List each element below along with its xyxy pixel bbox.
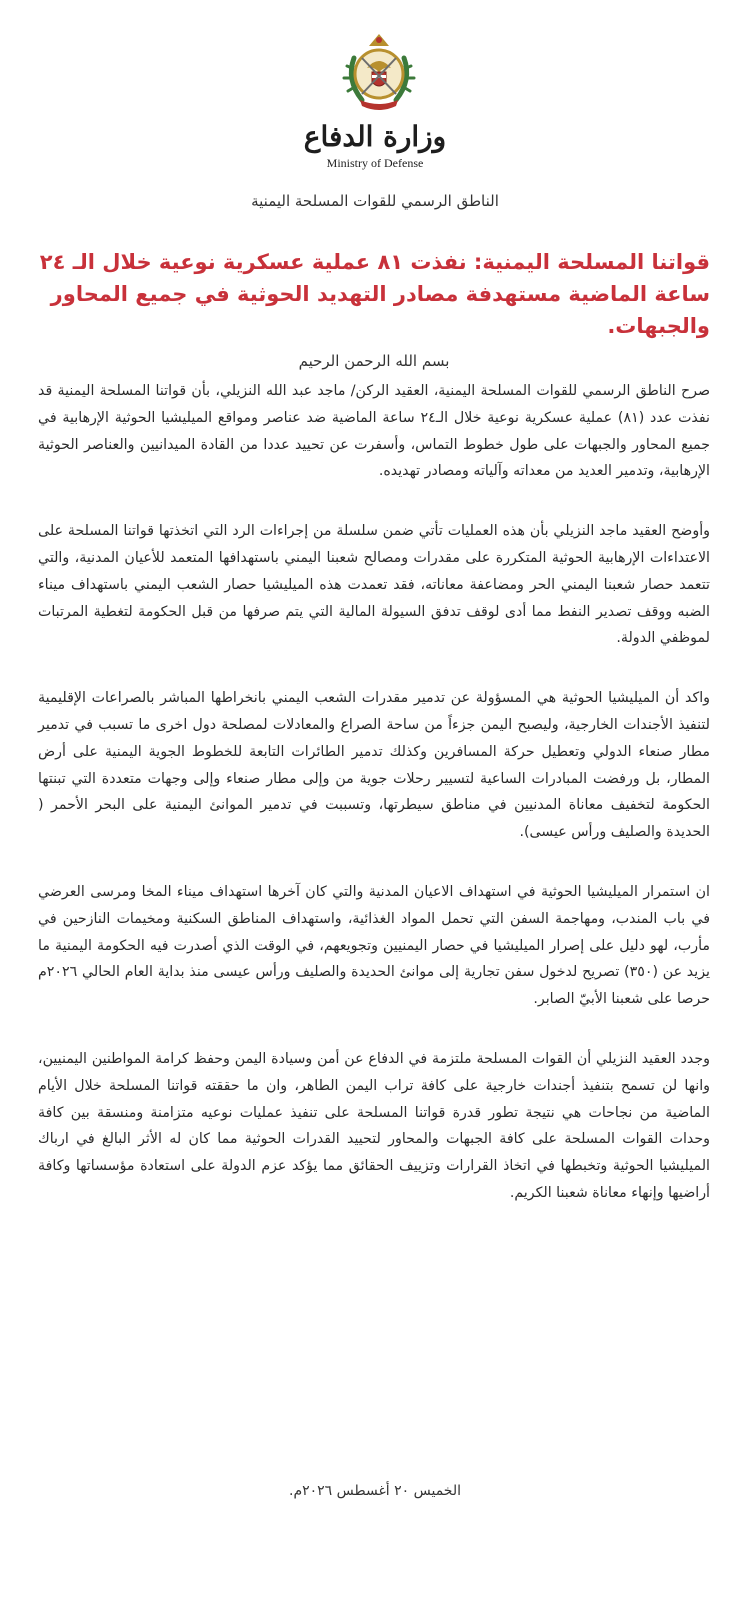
paragraph: واكد أن الميليشيا الحوثية هي المسؤولة عن تدمير مقدرات الشعب اليمني بانخراطها المباشر بالصراعات الإقليمية لتنفيذ الأجندات الخارجية، وليصبح اليمن جزءاً من ساحة الصراع والمعادلات لمصلحة دول اخرى ما تسبب في تدمير مطار صنعاء الدولي وتعطيل حركة المسافرين وكذلك تدمير الطائرات التابعة للخطوط الجوية اليمنية على أرض المطار، بل ورفضت المبادرات الساعية لتسيير رحلات جوية من وإلى مطار صنعاء وإلى وجهات متعددة التي تبنتها الحكومة لتخفيف معاناة المدنيين في مناطق سيطرتها، وتسببت في تدمير الموانئ اليمنية على البحر الأحمر ( الحديدة والصليف ورأس عيسى). <box>38 690 710 841</box>
ministry-name-english: Ministry of Defense <box>326 156 424 170</box>
paragraph: ان استمرار الميليشيا الحوثية في استهداف الاعيان المدنية والتي كان آخرها استهداف ميناء المخا ومرسى العرضي في باب المندب، ومهاجمة السفن التي تحمل المواد الغذائية، واستهداف المناطق السكنية ومخيمات النازحين في مأرب، لهو دليل على إصرار الميليشيا في حصار اليمنيين وتجويعهم، في الوقت الذي أصدرت فيه الحكومة اليمنية ما يزيد عن (٣٥٠) تصريح لدخول سفن تجارية إلى موانئ الحديدة والصليف ورأس عيسى منذ بداية العام الحالي ٢٠٢٦م حرصا على شعبنا الأبيّ الصابر. <box>38 883 710 1008</box>
article-headline: قواتنا المسلحة اليمنية: نفذت ٨١ عملية عسكرية نوعية خلال الـ ٢٤ ساعة الماضية مستهدفة مصادر التهديد الحوثية في جميع المحاور والجبهات. <box>39 250 710 338</box>
spokesman-title: الناطق الرسمي للقوات المسلحة اليمنية <box>251 192 499 210</box>
paragraph: صرح الناطق الرسمي للقوات المسلحة اليمنية، العقيد الركن/ ماجد عبد الله النزيلي، بأن قواتنا المسلحة اليمنية قد نفذت عدد (٨١) عملية عسكرية نوعية خلال الـ٢٤ ساعة الماضية ضد عناصر ومواقع الميليشيا الحوثية الإرهابية في جميع المحاور والجبهات على طول خطوط التماس، وأسفرت عن تحييد عددا من القادة الميدانيين والعناصر الحوثية الإرهابية، وتدمير العديد من معداته وآلياته ومصادر تهديده. <box>38 383 711 480</box>
ministry-name-arabic: وزارة الدفاع <box>303 120 447 153</box>
basmala: بسم الله الرحمن الرحيم <box>298 352 450 370</box>
paragraph: وأوضح العقيد ماجد النزيلي بأن هذه العمليات تأتي ضمن سلسلة من إجراءات الرد التي اتخذتها قواتنا المسلحة على الاعتداءات الإرهابية الحوثية المتكررة على مقدرات ومصالح شعبنا اليمني باستهدافها المتعمد للأعيان المدنية، والتي تتعمد حصار شعبنا اليمني الحر ومضاعفة معاناته، فقد تعمدت هذه الميليشيا حصار الشعب اليمني باستهداف ميناء الضبه ووقف تصدير النفط مما أدى لوقف تدفق السيولة المالية التي يتم صرفها من قبل الحكومة لتغطية المرتبات لموظفي الدولة. <box>38 523 710 647</box>
paragraph: وجدد العقيد النزيلي أن القوات المسلحة ملتزمة في الدفاع عن أمن وسيادة اليمن وحفظ كرامة المواطنين اليمنيين، وانها لن تسمح بتنفيذ أجندات خارجية على كافة تراب اليمن الطاهر، وان ما حققته قواتنا المسلحة خلال الأيام الماضية من نجاحات هي نتيجة تطور قدرة قواتنا المسلحة على تنفيذ عمليات نوعيه متزامنة ومنسقة بين كافة وحدات القوات المسلحة على كافة الجبهات والمحاور لتحييد القدرات الحوثية مما كان له الأثر البالغ في ارباك الميليشيا الحوثية وتخبطها في اتخاذ القرارات وتزييف الحقائق مما يؤكد عزم الدولة على استعادة مؤسساتها وكافة أراضيها وإنهاء معاناة شعبنا الكريم. <box>38 1050 710 1201</box>
yemen-armed-forces-emblem-icon <box>340 28 418 116</box>
publication-date: الخميس ٢٠ أغسطس ٢٠٢٦م. <box>289 1483 461 1499</box>
article-body <box>38 378 710 1240</box>
